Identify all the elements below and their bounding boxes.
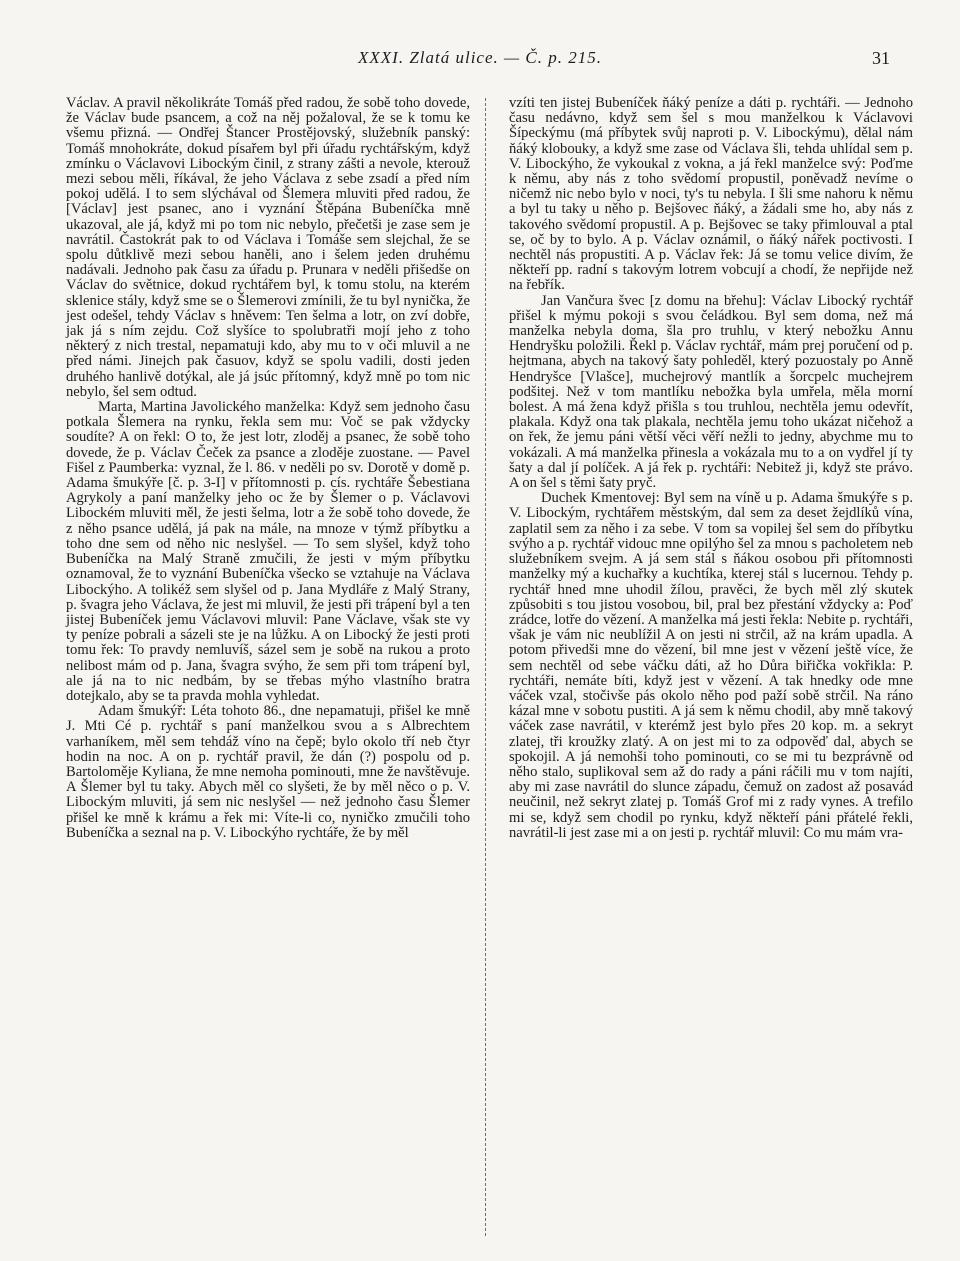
paragraph: vzíti ten jistej Bubeníček ňáký peníze a dáti p. rychtáři. — Jednoho času nedávno, když sem šel s mou manželkou k Václavovi Šípeckýmu (má příbytek svůj naproti p. V. Libockýmu), dělal nám ňáký klobouky, a když sme zase od Václava šli, tehda uhlídal sem p. V. Libockýho, že vykoukal z vokna, a já řekl manželce svý: Poďme k němu, aby nás z toho svědomí propustil, poněvadž nevíme o ničemž nic nebo bylo v noci, ty's tu nebyla. I šli sme nahoru k němu a byl tu taky u něho p. Bejšovec ňáký, a žádali sme ho, aby nás z takového svědomí propustil. A p. Bejšovec se taky přimlouval a ptal se, oč by to bylo. A p. Václav oznámil, o ňáký nářek poctivosti. I nechtěl nás propustiti. A p. Václav řek: Já se tomu velice divím, že někteří pp. radní s takovým lotrem vobcují a chodí, že nepřijde než na řebřík.: [509, 95, 913, 294]
page-number: 31: [872, 48, 890, 68]
paragraph: Adam šmukýř: Léta tohoto 86., dne nepamatuji, přišel ke mně J. Mti Cé p. rychtář s paní manželkou svou a s Albrechtem varhaníkem, měl sem tehdáž víno na čepě; bylo okolo tří neb čtyr hodin na noc. A on p. rychtář pravil, že dán (?) pospolu od p. Bartoloměje Kyliana, že mne nemoha pominouti, mne že navštěvuje. A Šlemer byl tu taky. Abych měl co slyšeti, že by měl něco o p. V. Libockým mluviti, já sem nic neslyšel — než jednoho času Šlemer přišel ke mně k krámu a řek mi: Víte-li co, nyničko zmučili toho Bubeníčka a seznal na p. V. Libockýho rychtáře, že by měl: [66, 703, 470, 841]
right-column: [509, 96, 913, 841]
paragraph: Duchek Kmentovej: Byl sem na víně u p. Adama šmukýře s p. V. Libockým, rychtářem městským, dal sem za deset žejdlíků vína, zaplatil sem za něho i za sebe. V tom sa vopilej šel sem do příbytku svýho a p. rychtář vidouc mne opilýho šel za mnou s pacholetem neb služebníkem svejm. A já sem stál s ňákou osobou při přítomnosti manželky mý a kuchařky a kuchtíka, kterej stál s lucernou. Tehdy p. rychtář hned mne uhodil žílou, pravěci, že bych měl zlý skutek způsobiti s tou jistou vosobou, bil, pral bez přestání vždycky a: Poď zrádce, lotře do vězení. A manželka má jesti řekla: Nebite p. rychtáři, však je vám nic neublížil A on jesti ni strčil, až na krám upadla. A potom přivedši mne do vězení, bil mne jest v vězení ještě více, že sem nechtěl od sebe váčku dáti, až ho Důra biřička vokřikla: P. rychtáři, nemáte bíti, když jest v vězení. A tak hnedky ode mne váček vzal, stočivše pás okolo něho pod paží sobě strčil. Na ráno kázal mne v sobotu pustiti. A já sem k němu chodil, aby mně takový váček zase navrátil, v kterémž jest bylo přes 20 kop. m. a sekryt zlatej, tři kroužky zlatý. A on jest mi to za odpověď dal, abych se spokojil. A já nemohši toho pominouti, co se mi tu bezprávně od něho stalo, suplikoval sem až do rady a páni ráčili mu v tom najíti, aby mi zase navrátil do slunce západu, čemuž on zadost až posavád neučinil, než sekryt zlatej p. Tomáš Grof mi z rady vynes. A trefilo mi se, když sem chodil po rynku, když někteří páni přátelé řekli, navrátil-li jest zase mi a on jesti p. rychtář mluvil: Co mu mám vra-: [509, 490, 913, 841]
paragraph: Jan Vančura švec [z domu na břehu]: Václav Libocký rychtář přišel k mýmu pokoji s svou čeládkou. Byl sem doma, než má manželka nebyla doma, šla pro truhlu, v který nebožku Annu Hendryšku položili. Řekl p. Václav rychtář, mám prej poručení od p. hejtmana, abych na takový šaty pohleděl, který pozuostaly po Anně Hendryšce [Vlašce], muchejrový mantlík a šorcpelc muchejrem podšitej. Než v tom mantlíku nebožka byla umřela, měla morní bolest. A má žena když přišla s tou truhlou, nechtěla jemu odevřít, plakala. Když ona tak plakala, nechtěla jemu toho ukázat ničehož a on řek, že jemu páni větší věci věří nežli to jedny, abychme mu to vokázali. A má manželka přinesla a vokázala mu to a on vydřel jí ty šaty a dal jí políček. A já řek p. rychtáři: Nebitež ji, když ste právo. A on šel s těmi šaty pryč.: [509, 292, 913, 492]
left-column: [66, 96, 470, 841]
running-head: XXXI. Zlatá ulice. — Č. p. 215.: [358, 48, 602, 67]
column-divider: [485, 98, 486, 1236]
paragraph: Marta, Martina Javolického manželka: Když sem jednoho času potkala Šlemera na rynku, řekla sem mu: Voč se pak vždycky soudíte? A on řekl: O to, že jest lotr, zloděj a psanec, že sobě toho dovede, že p. Václav Čeček za psance a zloděje zuostane. — Pavel Fišel z Paumberka: vyznal, že l. 86. v neděli po sv. Dorotě v domě p. Adama šmukýře [č. p. 3-I] v přítomnosti p. cís. rychtáře Šebestiana Agrykoly a paní manželky jeho oc že by Šlemer o p. Václavovi Libockém mluviti měl, že jesti šelma, lotr a že sobě toho dovede, že z něho psance udělá, já pak na mále, na mnoze v týmž příbytku a toho dne sem od něho nic neslyšel. — To sem slyšel, když toho Bubeníčka na Malý Straně zmučili, že jesti v mým příbytku oznamoval, že to vyznání Bubeníčka všecko se vztahuje na Václava Libockýho. A tolikéž sem slyšel od p. Jana Mydláře z Malý Strany, p. švagra jeho Václava, že jest mi mluvil, že jesti při trápení byl a ten jistej Bubeníček jemu Václavovi mluvil: Pane Václave, však ste vy ty peníze pobrali a sázeli ste je na lůžku. A on Libocký že jesti proti tomu řek: To pravdy nemluvíš, sázel sem je sobě na rukou a proto nelibost mám od p. Jana, švagra svýho, že sem při tom trápení byl, ale já na to nic nedbám, by se třebas mýho vlastního bratra dotejkalo, aby se ta pravda mohla vyhledat.: [66, 399, 470, 704]
paragraph: Václav. A pravil několikráte Tomáš před radou, že sobě toho dovede, že Václav bude psancem, a což na něj požaloval, že se k tomu ke všemu přizná. — Ondřej Štancer Prostějovský, služebník panský: Tomáš mnohokráte, dokud písařem byl při úřadu rychtářským, když zmínku o Václavovi Libockým činil, z strany zášti a nevole, kterouž mezi sebou měli, říkával, že jeho Václava z sebe zsadí a před ním pokoj udělá. I to sem slýchával od Šlemera mluviti před radou, že [Václav] jest psanec, ano i vyznání Štěpána Bubeníčka mně ukazoval, ale já, když mi po tom nic nebylo, přečetši je zase sem je navrátil. Častokrát pak to od Václava i Tomáše sem slejchal, že se spolu důtklivě mezi sebou haněli, ano i šelem jeden druhému nadávali. Jednoho pak času za úřadu p. Prunara v neděli přišedše on Václav do světnice, dokud rychtářem byl, k tomu stolu, na kterém sklenice stály, když sme se o Šlemerovi zmínili, že tu byl nynička, že jest odešel, tehdy Václav s hněvem: Ten šelma a lotr, on zví dobře, jak já s ním zejdu. Což slyšíce to spolubratři mojí jeho z toho některý z nich trestal, nepamatuji kdo, aby mu to v oči mluvil a ne před námi. Jinejch pak časuov, když se spolu vadili, dosti jeden druhého hanlivě dotýkal, ale já jsúc přítomný, když mně po tom nic nebylo, šel sem odtud.: [66, 95, 470, 400]
